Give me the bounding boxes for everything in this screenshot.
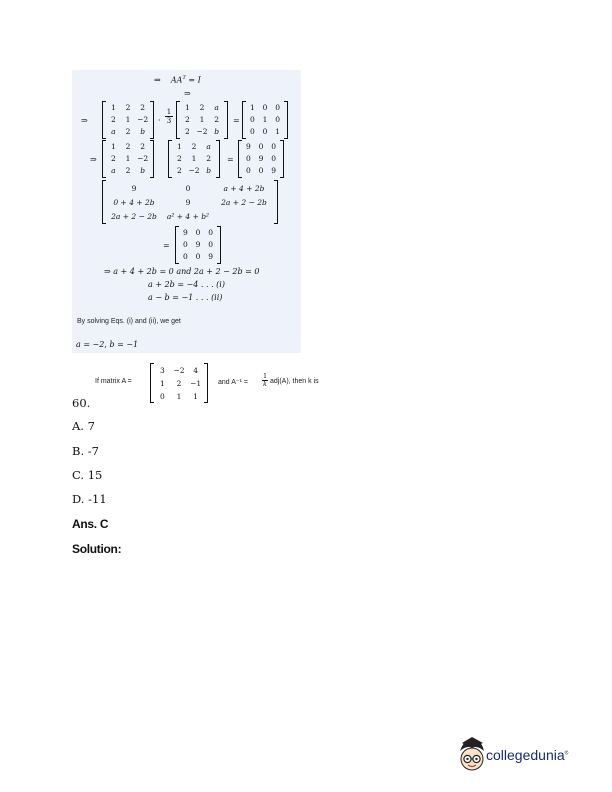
matrix-cell: 9 [271, 166, 277, 175]
nine-matrix [175, 226, 221, 264]
matrix-cell: a [111, 127, 116, 136]
matrix-cell: a [111, 166, 116, 175]
matrix-cell: 2 [110, 154, 116, 163]
matrix-cell: 0 [245, 166, 251, 175]
matrix-cell: 0 [245, 154, 251, 163]
matrix-cell: 2 [199, 103, 205, 112]
matrix-cell: 2 [125, 127, 131, 136]
logo-wordmark: collegedunia® [486, 747, 569, 763]
equals-sign: = [163, 241, 170, 250]
solving-note: By solving Eqs. (i) and (ii), we get [77, 318, 181, 325]
solution-math-block [72, 70, 301, 353]
matrix-cell: 2a + 2 − 2b [221, 198, 267, 207]
matrix-cell: a [206, 142, 211, 151]
matrix-cell: 9 [185, 198, 191, 207]
matrix-cell: 2 [125, 142, 131, 151]
question-suffix-2: adj(A), then k is [270, 378, 319, 385]
matrix-cell: 0 + 4 + 2b [113, 198, 155, 207]
question-suffix: and A⁻¹ = [218, 379, 248, 386]
question-number: 60. [72, 396, 91, 410]
matrix-cell: 3 [159, 366, 165, 375]
option-a: A. 7 [72, 419, 95, 433]
matrix-cell: 0 [159, 392, 165, 401]
question-statement [95, 363, 355, 405]
matrix-cell: 2 [176, 166, 182, 175]
answer-label: Ans. C [72, 517, 109, 531]
matrix-cell: 1 [125, 115, 131, 124]
implies-arrow: ⇒ [90, 155, 97, 164]
matrix-a-transpose [168, 140, 220, 178]
nine-matrix [238, 140, 284, 178]
matrix-cell: −2 [137, 154, 149, 163]
matrix-cell: 2 [140, 142, 146, 151]
matrix-cell: 0 [208, 228, 214, 237]
matrix-cell: 2 [140, 103, 146, 112]
matrix-cell: 0 [262, 127, 268, 136]
option-c: C. 15 [72, 468, 103, 482]
matrix-cell: 4 [193, 366, 199, 375]
matrix-cell: 2 [125, 103, 131, 112]
matrix-cell: 1 [176, 392, 182, 401]
matrix-cell: 9 [208, 252, 214, 261]
matrix-cell: 2a + 2 − 2b [111, 212, 157, 221]
matrix-cell: 2 [110, 115, 116, 124]
matrix-cell: b [140, 166, 146, 175]
matrix-cell: 1 [199, 115, 205, 124]
matrix-cell: 2 [176, 154, 182, 163]
matrix-cell: 0 [182, 240, 188, 249]
matrix-cell: 1 [125, 154, 131, 163]
matrix-cell: −1 [190, 379, 202, 388]
matrix-cell: 0 [271, 154, 277, 163]
matrix-cell: 0 [275, 115, 281, 124]
fraction-dot: · [158, 116, 161, 125]
matrix-a [102, 140, 154, 178]
matrix-cell: 0 [185, 184, 191, 193]
equation-i: a + 2b = −4 . . . (i) [148, 280, 225, 289]
matrix-cell: 9 [245, 142, 251, 151]
option-b: B. -7 [72, 444, 99, 458]
matrix-cell: 1 [275, 127, 281, 136]
matrix-a [102, 101, 154, 139]
matrix-cell: 0 [249, 127, 255, 136]
implies-arrow: ⇒ [184, 89, 191, 98]
matrix-cell: 1 [184, 103, 190, 112]
matrix-cell: 2 [214, 115, 220, 124]
question-matrix [150, 363, 208, 403]
matrix-cell [213, 210, 275, 224]
aat-equation: ⇒ $AA^T = I$ [154, 75, 201, 85]
matrix-cell: b [214, 127, 220, 136]
question-prefix: If matrix A = [95, 378, 132, 385]
matrix-cell: b [140, 127, 146, 136]
matrix-cell: 1 [159, 379, 165, 388]
option-d: D. -11 [72, 492, 107, 506]
equals-sign: = [227, 155, 234, 164]
equals-sign: = [233, 116, 240, 125]
matrix-cell: 9 [182, 228, 188, 237]
identity-matrix [242, 101, 288, 139]
matrix-cell: 9 [195, 240, 201, 249]
matrix-cell: 0 [208, 240, 214, 249]
matrix-cell: −2 [188, 166, 200, 175]
matrix-cell: 9 [131, 184, 137, 193]
matrix-cell: 0 [195, 252, 201, 261]
matrix-cell: 0 [249, 115, 255, 124]
result-values: a = −2, b = −1 [76, 340, 139, 349]
matrix-cell: 9 [258, 154, 264, 163]
matrix-cell: 0 [182, 252, 188, 261]
matrix-cell: −2 [173, 366, 185, 375]
matrix-cell: 2 [184, 127, 190, 136]
matrix-cell: b [206, 166, 212, 175]
equation-ii: a − b = −1 . . . (ii) [148, 293, 223, 302]
equation-line: ⇒ a + 4 + 2b = 0 and 2a + 2 − 2b = 0 [104, 267, 260, 276]
matrix-cell: 2 [125, 166, 131, 175]
matrix-a-transpose [176, 101, 228, 139]
solution-label: Solution: [72, 542, 122, 556]
matrix-cell: 1 [249, 103, 255, 112]
matrix-cell: 1 [191, 154, 197, 163]
one-third-fraction: 1 3 [166, 108, 172, 125]
matrix-cell: 2 [206, 154, 212, 163]
matrix-cell: a + 4 + 2b [223, 184, 265, 193]
matrix-cell: 0 [195, 228, 201, 237]
matrix-cell: 1 [193, 392, 199, 401]
matrix-cell: 1 [262, 115, 268, 124]
matrix-cell: 0 [275, 103, 281, 112]
mascot-icon [455, 735, 489, 775]
matrix-cell: −2 [137, 115, 149, 124]
matrix-cell: 1 [110, 103, 116, 112]
matrix-a-cells [106, 102, 150, 138]
product-matrix [102, 180, 278, 224]
matrix-cell: 0 [258, 142, 264, 151]
matrix-cell: a² + 4 + b² [166, 212, 210, 221]
matrix-cell: 1 [176, 142, 182, 151]
matrix-cell: −2 [196, 127, 208, 136]
implies-arrow: ⇒ [81, 116, 88, 125]
matrix-cell: 2 [191, 142, 197, 151]
matrix-cell: 0 [262, 103, 268, 112]
matrix-cell: 2 [184, 115, 190, 124]
one-over-k-fraction: 1 k [263, 373, 267, 388]
matrix-cell: 0 [258, 166, 264, 175]
matrix-cell: 0 [271, 142, 277, 151]
matrix-cell: 2 [176, 379, 182, 388]
matrix-cell: a [214, 103, 219, 112]
matrix-cell: 1 [110, 142, 116, 151]
